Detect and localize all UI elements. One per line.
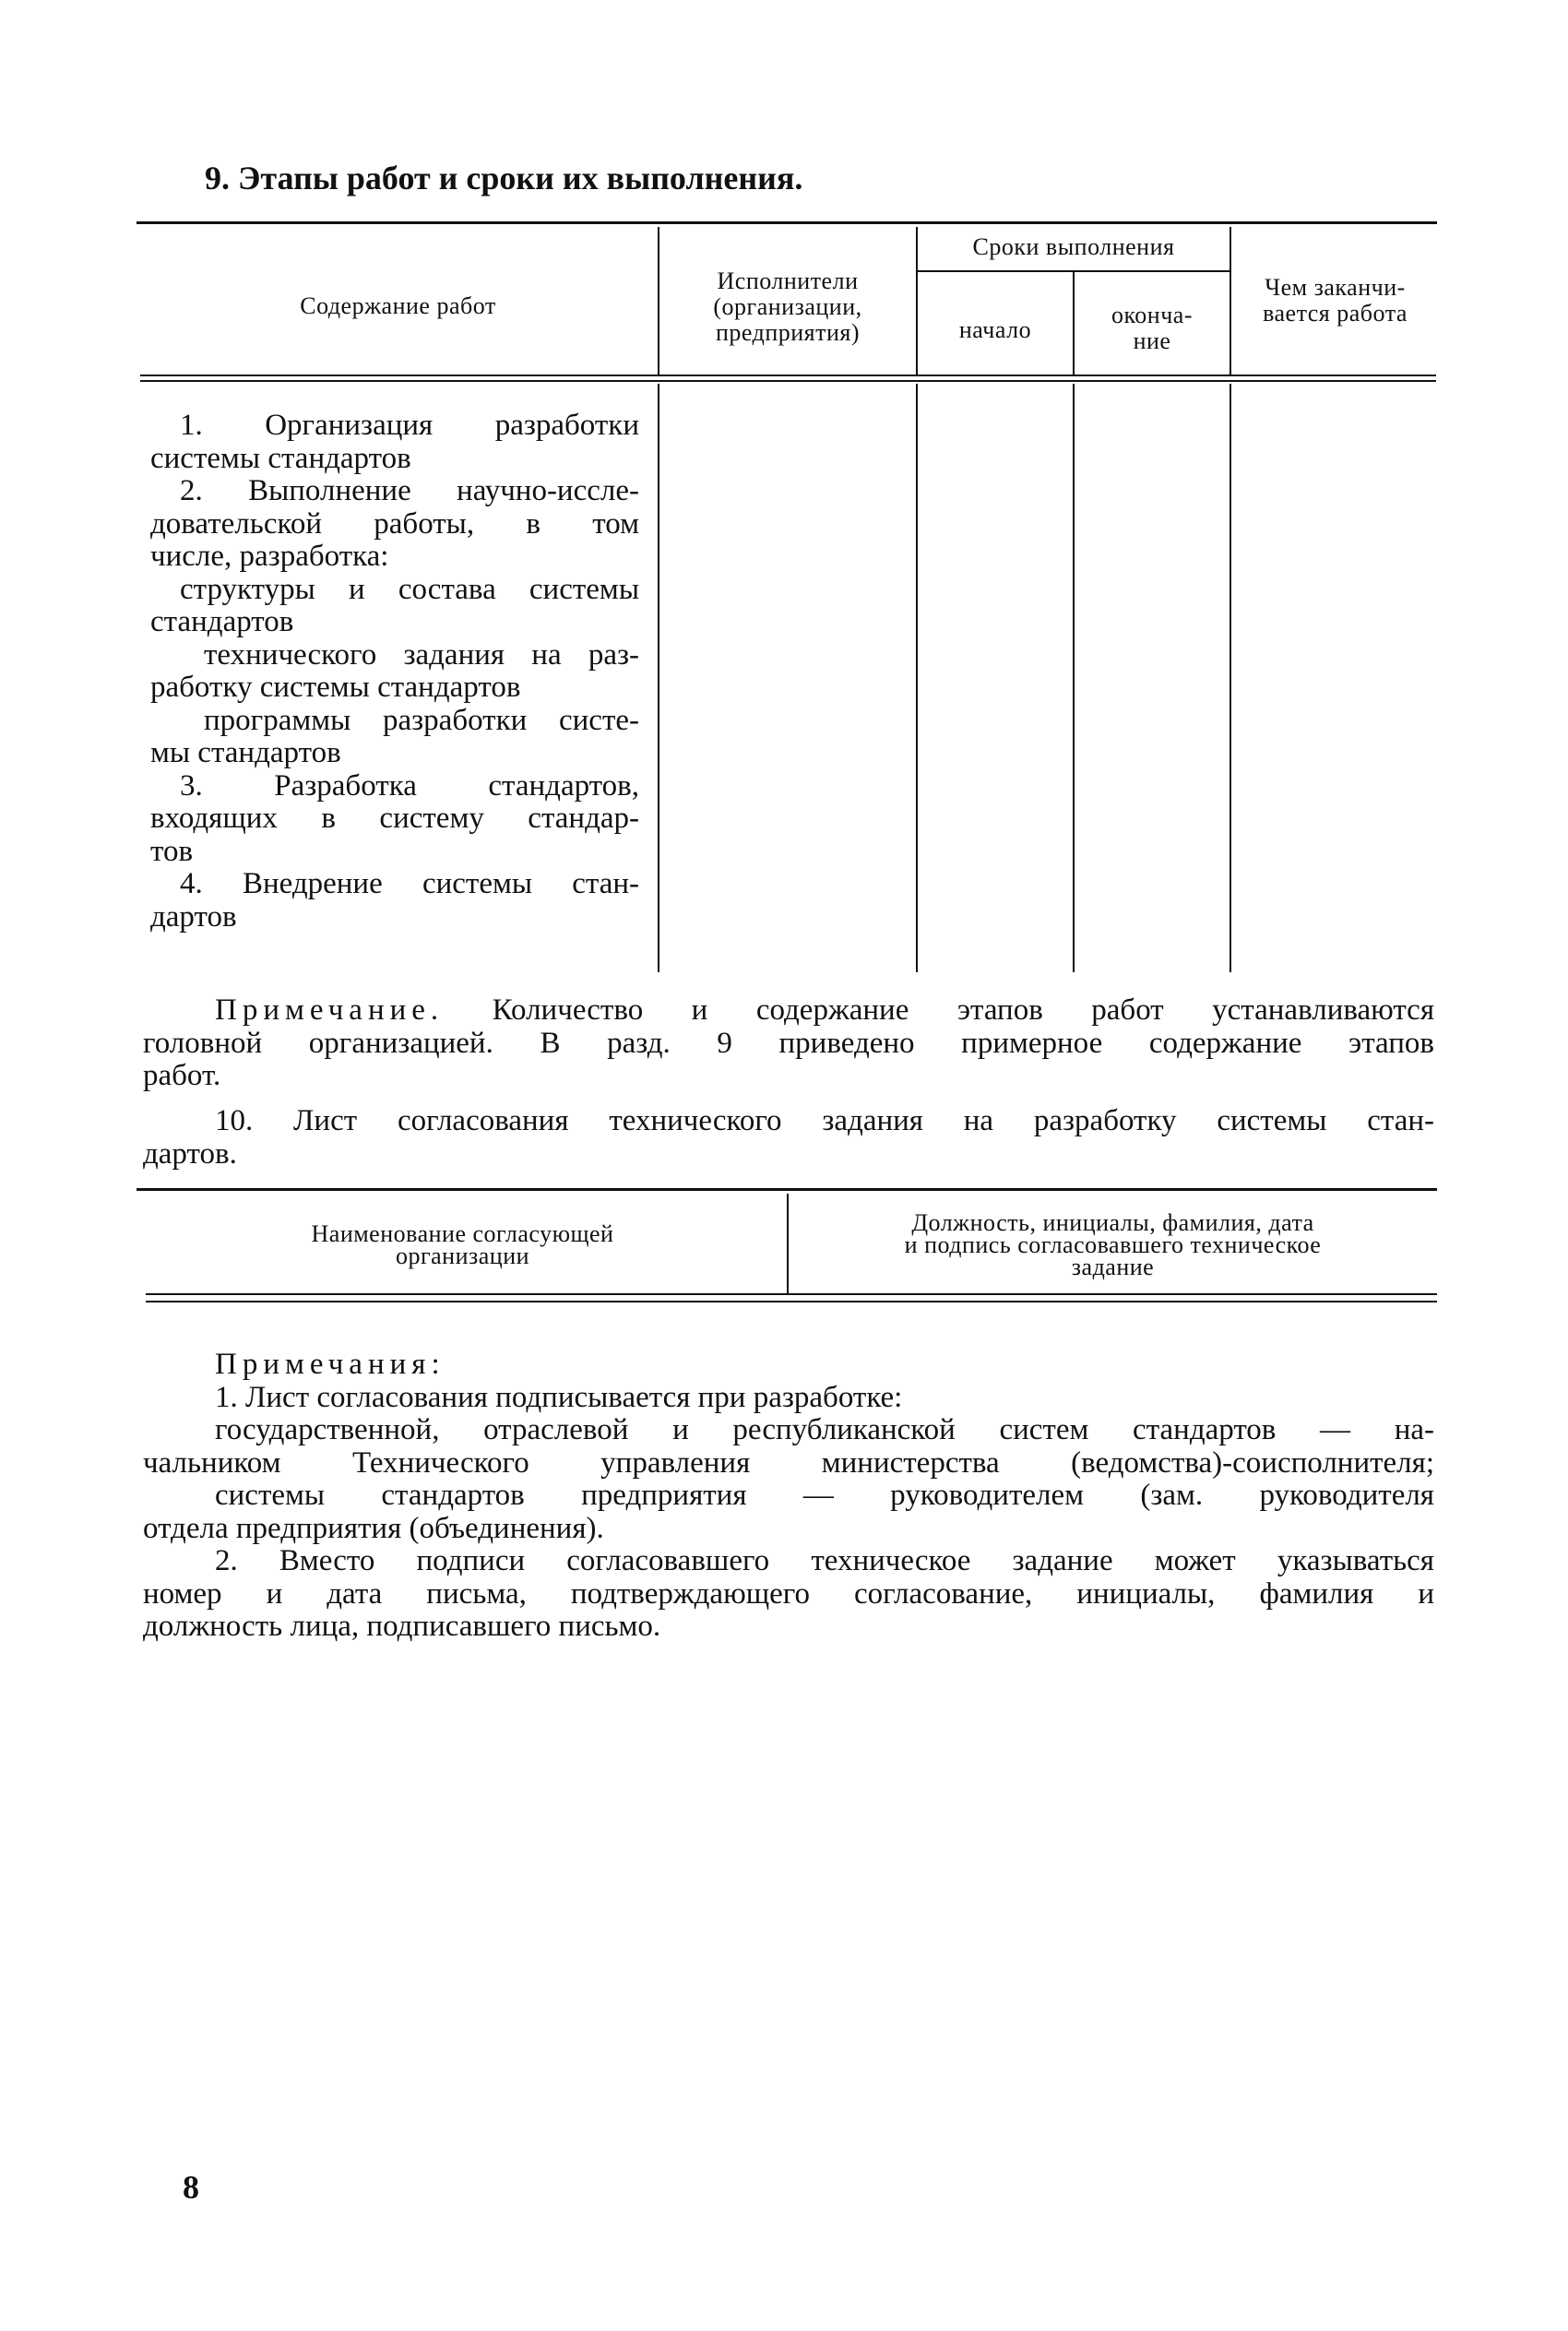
notes-2-lines — [143, 1382, 1434, 1644]
header-executors-line: (организации, — [713, 293, 862, 320]
note-1-line: головной организацией. В разд. 9 приведено примерное содержание этапов — [143, 1026, 1434, 1060]
header-signature — [789, 1209, 1437, 1280]
notes-2-line: 1. Лист согласования подписывается при разработке: — [215, 1380, 903, 1414]
notes-2-label: Примечания: — [215, 1348, 445, 1381]
table-row-text: входящих в систему стандар- — [150, 802, 639, 835]
column-divider — [916, 384, 918, 972]
header-result-line: Чем заканчи- — [1265, 274, 1406, 301]
table-row-text: стандартов — [150, 605, 294, 638]
table-row-text: структуры и состава системы — [180, 572, 639, 606]
section-10-line: 10. Лист согласования технического задания на разработку системы стан- — [215, 1104, 1434, 1137]
header-executors-line: Исполнители — [717, 268, 859, 294]
header-end-line: оконча- — [1111, 302, 1193, 328]
notes-2-line: отдела предприятия (объединения). — [143, 1511, 604, 1545]
note-1-line — [143, 994, 1434, 1028]
section-10-title — [143, 1105, 1434, 1171]
column-divider — [1229, 384, 1231, 972]
table-row-text: 4. Внедрение системы стан- — [180, 867, 639, 900]
section-10-line: дартов. — [143, 1136, 237, 1171]
header-executors — [659, 268, 916, 346]
table-row-text: 1. Организация разработки — [180, 409, 639, 442]
stages-table-content-cell — [150, 410, 639, 934]
header-signature-line: и подпись согласовавшего техническое — [904, 1231, 1322, 1258]
table-row-text: системы стандартов — [150, 441, 411, 475]
header-bottom-rule — [140, 375, 1436, 376]
table-row-text: программы разработки систе- — [204, 703, 639, 737]
header-bottom-rule — [140, 380, 1436, 382]
table-row-text: числе, разработка: — [150, 540, 389, 573]
page-number: 8 — [183, 2169, 199, 2206]
header-organization-line: организации — [395, 1243, 530, 1269]
header-signature-line: задание — [1071, 1254, 1155, 1280]
header-end — [1075, 303, 1229, 354]
notes-2 — [143, 1349, 1434, 1644]
section-9-title: 9. Этапы работ и сроки их выполнения. — [205, 160, 803, 196]
header-end-line: ние — [1133, 327, 1171, 354]
terms-subheader-rule — [918, 270, 1229, 272]
header-organization — [138, 1220, 787, 1269]
table-row-text: технического задания на раз- — [204, 637, 639, 672]
table-bottom-rule — [146, 1293, 1437, 1295]
header-result — [1231, 275, 1439, 327]
table-row-text: дартов — [150, 899, 237, 934]
note-1-label: Примечание. — [215, 993, 445, 1027]
notes-2-line: 2. Вместо подписи согласовавшего техническое задание может указываться — [215, 1544, 1434, 1577]
notes-2-line: должность лица, подписавшего письмо. — [143, 1610, 661, 1643]
header-content: Содержание работ — [300, 292, 496, 319]
note-1-line: работ. — [143, 1059, 221, 1092]
table-row-text: 3. Разработка стандартов, — [180, 768, 639, 803]
table-row-text: тов — [150, 834, 194, 868]
notes-2-line: чальником Технического управления министерства (ведомства)-соисполнителя; — [143, 1445, 1434, 1480]
note-1 — [143, 994, 1434, 1093]
column-divider — [658, 384, 659, 972]
header-terms: Сроки выполнения — [972, 233, 1175, 260]
table-row-text: довательской работы, в том — [150, 506, 639, 541]
header-executors-line: предприятия) — [715, 319, 861, 346]
notes-2-line: системы стандартов предприятия — руководителем (зам. руководителя — [215, 1479, 1434, 1512]
table-row-text: 2. Выполнение научно-иссле- — [180, 474, 639, 507]
header-organization-line: Наименование согласующей — [311, 1220, 614, 1247]
header-start: начало — [958, 316, 1032, 343]
notes-2-line: государственной, отраслевой и республиканской систем стандартов — на- — [215, 1413, 1434, 1446]
table-top-rule — [137, 221, 1437, 224]
notes-2-line: номер и дата письма, подтверждающего согласование, инициалы, фамилия и — [143, 1576, 1434, 1611]
table-row-text: мы стандартов — [150, 736, 341, 769]
table-bottom-rule — [146, 1301, 1437, 1302]
table-top-rule — [137, 1188, 1437, 1191]
table-row-text: работку системы стандартов — [150, 671, 521, 704]
header-result-line: вается работа — [1263, 300, 1408, 327]
column-divider — [1073, 384, 1075, 972]
header-signature-line: Должность, инициалы, фамилия, дата — [911, 1209, 1314, 1236]
note-1-text: Количество и содержание этапов работ устанавливаются — [492, 993, 1435, 1027]
